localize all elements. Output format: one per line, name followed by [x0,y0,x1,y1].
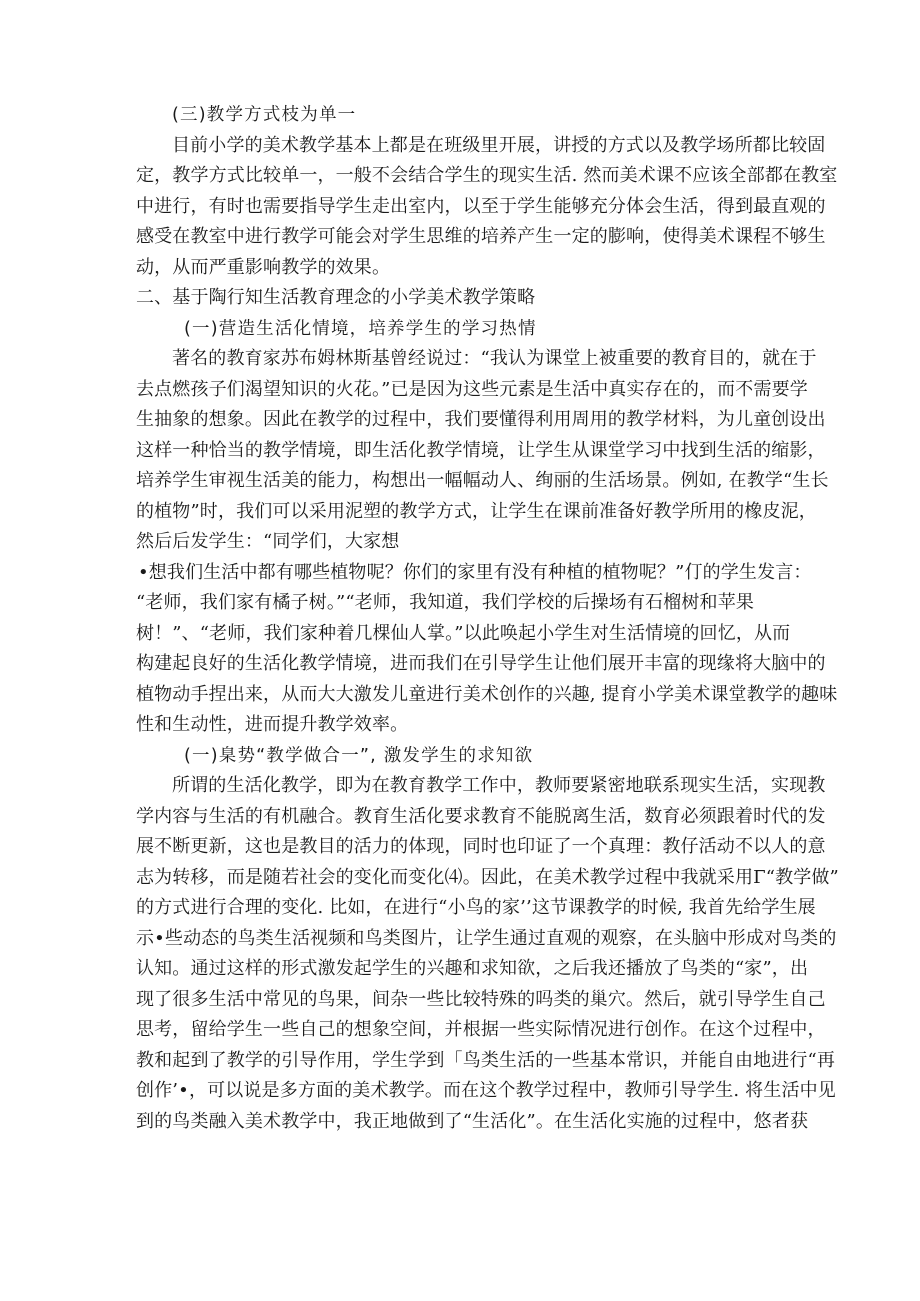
section-heading-life-situation: (一)营造生活化情境，培养学生的学习热情 [184,318,537,339]
paragraph-line: 动，从而严重影响教学的效果。 [136,256,391,278]
paragraph-line: 学内容与生活的有机融合。教育生活化要求教育不能脱离生活，数育必须跟着时代的发 [136,805,826,827]
paragraph-line: 性和生动性，进而提升教学效率。 [136,714,409,735]
paragraph-line: 示•些动态的鸟类生活视频和鸟类图片，让学生通过直观的观察，在头脑中形成对鸟类的 [136,927,837,949]
paragraph-line: 生抽象的想象。因此在教学的过程中，我们要懂得利用周用的教学材料，为儿童创设出 [136,409,826,430]
paragraph-line: 植物动手捏出来，从而大大激发儿童进行美术创作的兴趣, 提育小学美术课堂教学的趣味 [136,683,838,705]
document-body [136,100,839,1137]
paragraph-line: 定，教学方式比较单一，一般不会结合学生的现实生活. 然而美术课不应该全部都在教室 [136,165,838,186]
paragraph-line: 现了很多生活中常见的鸟果，间杂一些比较特殊的吗类的巢穴。然后，就引导学生自己 [136,988,826,1010]
paragraph-line: 感受在教室中进行教学可能会对学生思维的培养产生一定的膨响，使得美术课程不够生 [136,226,826,247]
paragraph-line: 这样一种恰当的教学情境，即生活化教学情境，让学生从课堂学习中找到生活的缩影， [136,439,826,461]
section-heading-teach-learn-do: (一)臬势“教学做合一”, 激发学生的求知欲 [184,745,534,766]
paragraph-line: •想我们生活中都有哪些植物呢？你们的家里有没有种植的植物呢？”仃的学生发言： [138,561,812,583]
paragraph-line: 创作’•，可以说是多方面的美术教学。而在这个教学过程中，教师引导学生. 将生活中见 [136,1080,836,1101]
paragraph-line: “老师，我们家有橘子树。”“老师，我知道，我们学校的后操场有石榴树和苹果 [136,592,755,613]
paragraph-line: 到的鸟类融入美术教学中，我正地做到了“生活化”。在生活化实施的过程中，悠者获 [136,1110,809,1132]
paragraph-line: 中进行，有时也需要指导学生走出室内，以至于学生能够充分体会生活，得到最直观的 [136,195,826,217]
paragraph-line: 思考，留给学生一些自己的想象空间，并根据一些实际情况进行创作。在这个过程中， [136,1019,826,1040]
paragraph-line: 所谓的生活化教学，即为在教育教学工作中，教师要紧密地联系现实生活，实现教 [172,775,826,796]
section-heading-teaching-method: (三)教学方式枝为单一 [172,105,357,125]
paragraph-line: 然后后发学生：“同学们，大家想 [136,531,400,552]
paragraph-line: 认知。通过这样的形式激发起学生的兴趣和求知欲，之后我还播放了鸟类的“家”，出 [136,958,809,979]
paragraph-line: 教和起到了教学的引导作用，学生学到「鸟类生活的一些基本常识，并能自由地进行“再 [136,1049,836,1071]
paragraph-line: 目前小学的美术教学基本上都是在班级里开展，讲授的方式以及教学场所都比较固 [172,134,826,156]
paragraph-line: 的方式进行合理的变化. 比如，在进行“小鸟的家’’这节课教学的时候, 我首先给学生展 [136,897,816,918]
paragraph-line: 构建起良好的生活化教学情境，进而我们在引导学生让他们展开丰富的现缘将大脑中的 [136,653,826,674]
paragraph-line: 展不断更新，这也是教目的活力的体现，同时也印证了一个真理：教仔活动不以人的意 [136,836,826,857]
paragraph-line: 著名的教育家苏布姆林斯基曾经说过：“我认为课堂上被重要的教育目的，就在于 [172,348,817,369]
paragraph-line: 志为转移，而是随若社会的变化而变化⑷。因此，在美术教学过程中我就采用Γ“教学做” [136,866,839,888]
paragraph-line: 树！”、“老师，我们家种着几棵仙人掌。”以此唤起小学生对生活情境的回忆，从而 [136,622,791,644]
paragraph-line: 去点燃孩子们渴望知识的火花。”已是因为这些元素是生活中真实存在的，而不需要学 [136,378,808,400]
part-heading-strategies: 二、基于陶行知生活教育理念的小学美术教学策略 [136,287,536,308]
paragraph-line: 培养学生审视生活美的能力，构想出一幅幅动人、绚丽的生活场景。例如, 在教学“生长 [136,470,829,491]
paragraph-line: 的植物”时，我们可以采用泥塑的教学方式，让学生在课前准备好教学所用的橡皮泥， [136,500,817,522]
